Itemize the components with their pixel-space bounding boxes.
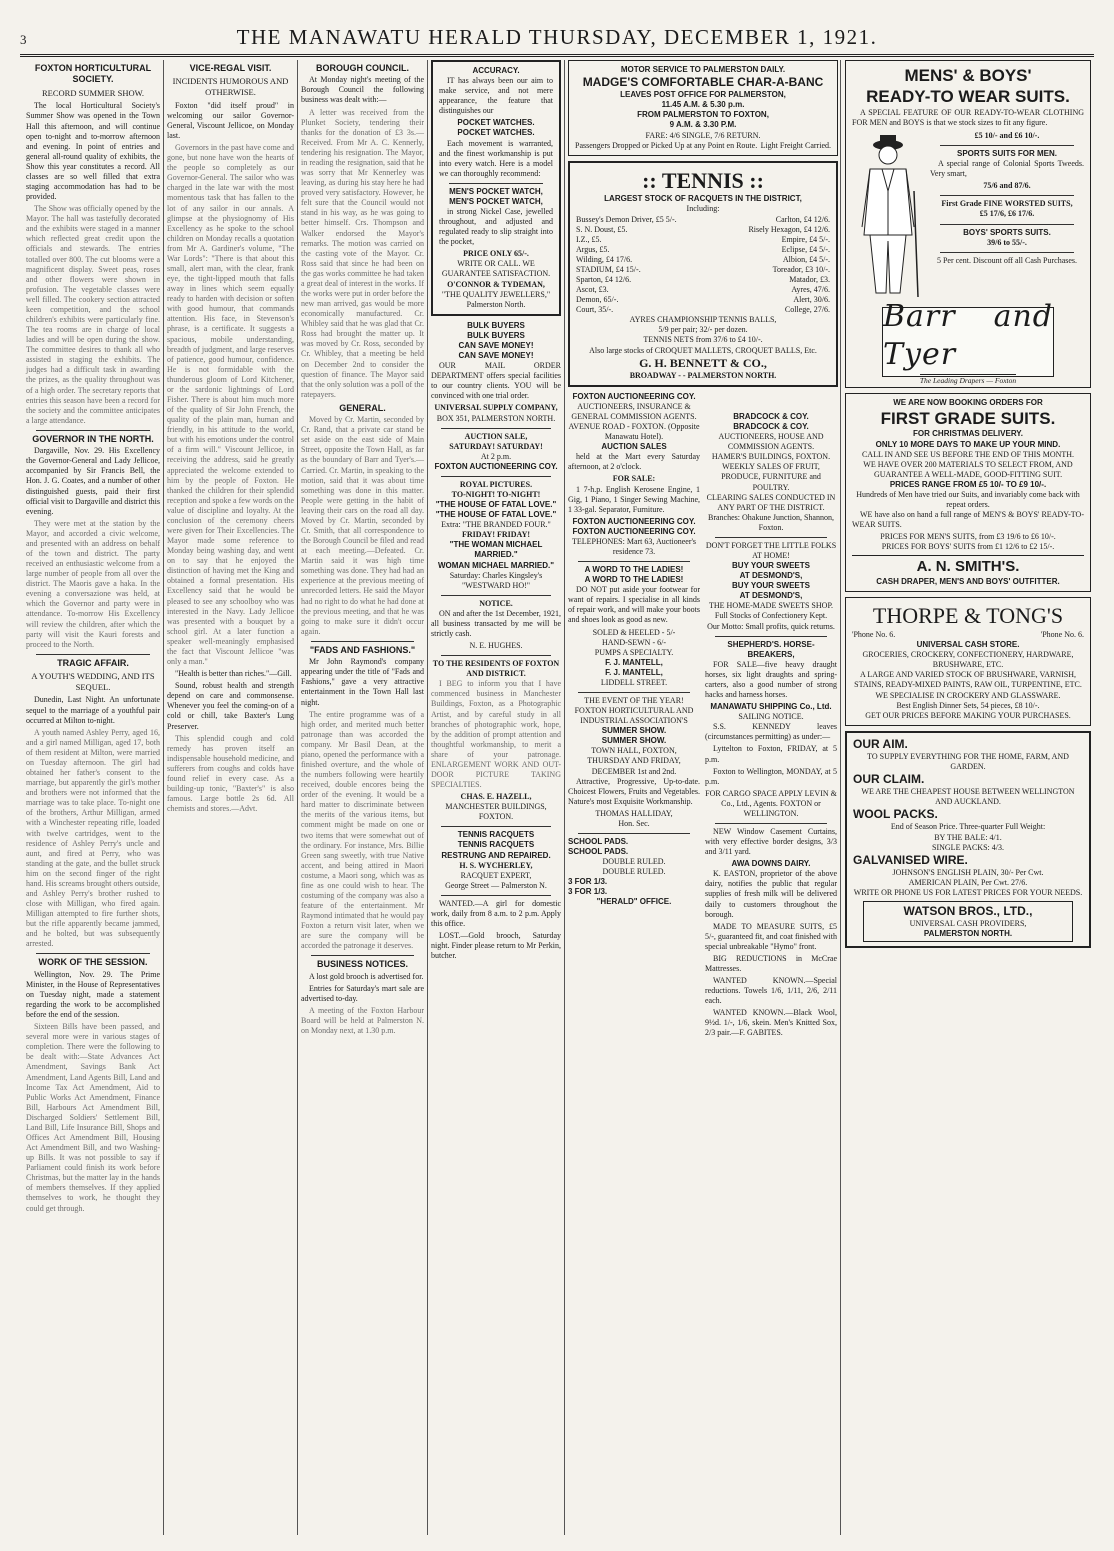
ad-heading: OUR AIM. xyxy=(853,736,908,751)
article-continuation: This splendid cough and cold remedy has proven itself an indispensable household medicine, and sufferers from coughs and colds have found relief in every case. As a building-up tonic, "Baxter's" is also famous. Large bottle 2s 6d. All chemists and stores.—Advt. xyxy=(167,733,294,814)
article-paragraph: Dargaville, Nov. 29. His Excellency the Governor-General and Lady Jellicoe, accompanied by Sir Francis Bell, the Hon. J. G. Coates, and a number of other distinguished guests, paid their first official visit to Dargaville and district this evening. xyxy=(26,446,160,516)
ad-column-6 xyxy=(705,412,837,1535)
racquet-row xyxy=(576,265,830,275)
ad-heading: RESTRUNG AND REPAIRED. xyxy=(441,850,551,860)
ad-text: Our Motto: Small profits, quick returns. xyxy=(707,621,835,631)
article-continuation: Sixteen Bills have been passed, and several more were in various stages of completion. There were the following to be dealt with:—State Advances Act Amendment, Savings Bank Act Amendment, Land Agents Bill, Land and Income Tax Act Amendment, Aid to Public Works Act Amendment, Finance Bill, Harbours Act Amendment Bill, Discharged Soldiers' Settlement Bill, Land Bill, Life Insurance Bill, Shops and Offices Act Amendment Bill, Housing Act Amendment Bill, and two Washing-up Bills. It was not possible to say if Parliament could finish its work before Christmas, but the matter lay in the hands of members themselves. If they applied themselves to work, he thought they could get through. xyxy=(26,1022,160,1213)
classified: NEW Window Casement Curtains, with very effective border designs, 3/3 and 3/11 yard. xyxy=(705,826,837,857)
advertiser: A. N. SMITH'S. xyxy=(852,555,1084,577)
ad-text: AYRES CHAMPIONSHIP TENNIS BALLS, xyxy=(629,315,777,325)
ad-text: DOUBLE RULED. xyxy=(602,867,666,877)
article-paragraph: Sound, robust health and strength depend on care and commonsense. Whenever you feel the coming-on of a cold or chill, take Baxter's Lung Preserver. xyxy=(167,681,294,731)
ad-text: PALMERSTON NORTH. xyxy=(923,929,1013,939)
ad-heading: THE EVENT OF THE YEAR! xyxy=(584,696,684,705)
ad-text: S.S. KENNEDY leaves (circumstances permitting) as under:— xyxy=(705,722,837,742)
ad-heading: FOXTON AUCTIONEERING COY. xyxy=(572,526,696,536)
tennis-ad xyxy=(568,161,838,387)
ad-text: PRICES FOR BOYS' SUITS from £1 12/6 to £2 15/-. xyxy=(881,542,1055,552)
ad-text: THURSDAY AND FRIDAY, DECEMBER 1st and 2nd. xyxy=(587,756,681,776)
ad-heading: ONLY 10 MORE DAYS TO MAKE UP YOUR MIND. xyxy=(875,439,1061,449)
ad-heading: WOOL PACKS. xyxy=(853,807,938,822)
ad-heading: SCHOOL PADS. xyxy=(568,837,629,847)
racquet-price: Carlton, £4 12/6. xyxy=(775,214,830,224)
ad-text: WE have also on hand a full range of MEN'S & BOYS' READY-TO-WEAR SUITS. xyxy=(852,510,1084,530)
racquet-list xyxy=(576,215,830,316)
film-title: "THE WOMAN MICHAEL MARRIED." xyxy=(449,540,543,560)
article-continuation: The entire programme was of a high order, and merited much better patronage than was accorded the company. Mr Basil Dean, at the piano, opened the performance with a finished overture, and the whole of the numbers following were heartily received, double encores being the order of the evening. It would be a hard matter to discriminate between the merits of the various items, but comment might be made on one or two items that were somewhat out of the ordinary. For instance, Mrs. Billie Green sang sweetly, with true Native accent, and being attired in Maori costume, a Maori song, which was as fine as one could wish to hear. The costuming of the company was also a feature of the entertainment. Mr Raymond intimated that he would pay Foxton a return visit later, when we are sure the company will be accorded the patronage it deserves. xyxy=(301,709,424,951)
ad-text: held at the Mart every Saturday afternoon, at 2 o'clock. xyxy=(568,452,700,472)
racquet-price: Risely Hexagon, £4 12/6. xyxy=(748,224,830,234)
thorpe-tong-ad xyxy=(845,597,1091,725)
ad-text: 5 Per cent. Discount off all Cash Purchases. xyxy=(936,255,1078,265)
ad-text: Palmerston North. xyxy=(466,299,526,309)
racquet-row xyxy=(576,275,830,285)
news-column-3 xyxy=(301,60,424,1535)
ad-heading: TO THE RESIDENTS OF FOXTON AND DISTRICT. xyxy=(432,659,560,679)
advertiser: O'CONNOR & TYDEMAN, xyxy=(447,279,545,289)
ad-text: FRIDAY! FRIDAY! xyxy=(461,530,531,540)
column-rule xyxy=(297,60,298,1535)
advertiser: H. S. WYCHERLEY, xyxy=(459,860,533,870)
ad-text: WEEKLY SALES OF FRUIT, PRODUCE, FURNITURE and POULTRY. xyxy=(721,462,821,492)
ad-text: TENNIS NETS from 37/6 to £4 10/-. xyxy=(643,335,763,345)
headline: FOXTON HORTICULTURAL SOCIETY. xyxy=(34,63,152,85)
advertiser: UNIVERSAL SUPPLY COMPANY, xyxy=(434,403,558,413)
ad-heading: CAN SAVE MONEY! xyxy=(458,351,534,361)
classified: WANTED KNOWN.—Special reductions. Towels 1/6, 1/11, 2/6, 2/11 each. xyxy=(705,976,837,1006)
article-paragraph: "Health is better than riches."—Gill. xyxy=(175,669,292,679)
ad-text: AUCTIONEERS, HOUSE AND COMMISSION AGENTS. xyxy=(718,432,824,452)
ad-heading: NOTICE. xyxy=(479,598,513,608)
racquet-row xyxy=(576,215,830,225)
ad-text: ON and after the 1st December, 1921, all business transacted by me will be strictly cash. xyxy=(431,608,561,638)
film-title: Extra: "THE BRANDED FOUR." xyxy=(441,520,551,530)
ad-text: PUMPS A SPECIALTY. xyxy=(594,647,674,657)
ad-text: HAND-SEWN - 6/- xyxy=(602,637,666,647)
news-column-2 xyxy=(167,60,294,1535)
ad-text: Hon. Sec. xyxy=(618,818,650,828)
headline: GENERAL. xyxy=(339,402,386,413)
ad-text: WRITE OR PHONE US FOR LATEST PRICES FOR YOUR NEEDS. xyxy=(853,887,1083,897)
ad-heading: WE ARE NOW BOOKING ORDERS FOR xyxy=(893,397,1043,407)
ad-heading: SPORTS SUITS FOR MEN. xyxy=(956,149,1057,159)
advertiser: THOMAS HALLIDAY, xyxy=(595,808,673,818)
barr-and-tyer-logo xyxy=(882,299,1054,386)
headline: WORK OF THE SESSION. xyxy=(38,957,148,968)
ad-heading: MEN'S POCKET WATCH, xyxy=(449,196,543,206)
advertiser: MANAWATU SHIPPING Co., Ltd. xyxy=(710,702,832,712)
film-title: "THE HOUSE OF FATAL LOVE." xyxy=(435,500,557,510)
ad-heading: SHEPHERD'S. HORSE-BREAKERS, xyxy=(727,639,815,659)
ad-text: K. EASTON, proprietor of the above dairy, notifies the public that regular supplies of fresh milk will be delivered daily to customers throughout the borough. xyxy=(705,869,837,919)
ad-heading: POCKET WATCHES. xyxy=(457,128,535,138)
ad-title: ACCURACY. xyxy=(472,66,520,75)
subheading: A YOUTH'S WEDDING, AND ITS SEQUEL. xyxy=(31,671,155,692)
ad-text: 3 FOR 1/3. xyxy=(568,877,608,887)
ad-text: TELEPHONES: Mart 63, Auctioneer's residence 73. xyxy=(571,536,697,556)
ad-heading: TENNIS RACQUETS xyxy=(457,830,535,840)
man-in-suit-illustration xyxy=(852,131,924,301)
ad-title: MOTOR SERVICE TO PALMERSTON DAILY. xyxy=(620,65,786,74)
racquet-row xyxy=(576,305,830,315)
ad-text: AUCTIONEERS, INSURANCE & GENERAL COMMISSION AGENTS. xyxy=(571,401,697,421)
racquet-row xyxy=(576,225,830,235)
subheading: INCIDENTS HUMOROUS AND OTHERWISE. xyxy=(172,76,289,98)
ad-text: DOUBLE RULED. xyxy=(602,857,666,867)
ad-heading: FOXTON AUCTIONEERING COY. xyxy=(572,516,696,526)
ad-heading: BOYS' SPORTS SUITS. xyxy=(963,227,1051,237)
price: £5 17/6, £6 17/6. xyxy=(979,209,1035,219)
racquet-price: Eclipse, £4 5/-. xyxy=(781,244,830,254)
ad-text: At 2 p.m. xyxy=(480,451,512,461)
ad-text: THE HOME-MADE SWEETS SHOP. xyxy=(709,601,833,611)
ad-heading: CAN SAVE MONEY! xyxy=(458,340,534,350)
racquet-price: Alert, 30/6. xyxy=(793,295,830,305)
ad-column-7 xyxy=(845,60,1091,1535)
advertiser: CHAS. E. HAZELL, xyxy=(460,792,532,802)
classified: MADE TO MEASURE SUITS, £5 5/-, guaranteed fit, and coat finished with special unbreakable "Hymo" front. xyxy=(705,921,837,951)
ad-text: FARE: 4/6 SINGLE, 7/6 RETURN. xyxy=(645,130,761,140)
racquet-price: Empire, £4 5/-. xyxy=(781,234,830,244)
ad-heading: AT DESMOND'S, xyxy=(739,591,803,601)
subheading: RECORD SUMMER SHOW. xyxy=(42,87,144,98)
ad-heading: A WORD TO THE LADIES! xyxy=(584,565,684,575)
ad-text: FOXTON HORTICULTURAL AND INDUSTRIAL ASSOCIATION'S xyxy=(574,706,694,726)
ad-text: 1 7-h.p. English Kerosene Engine, 1 Gig, 1 Piano, 1 Singer Sewing Machine, 1 33-gal. Separator, Furniture. xyxy=(568,484,700,514)
ad-text: SOLED & HEELED - 5/- xyxy=(592,627,676,637)
ad-heading: ROYAL PICTURES. xyxy=(459,479,533,489)
racquet-price: Argus, £5. xyxy=(576,244,610,254)
ad-heading: UNIVERSAL CASH STORE. xyxy=(916,640,1020,650)
ad-text: Also large stocks of CROQUET MALLETS, CROQUET BALLS, Etc. xyxy=(589,345,817,355)
column-rule xyxy=(427,60,428,1535)
ad-text: RACQUET EXPERT, xyxy=(460,870,532,880)
ad-text: MANCHESTER BUILDINGS, FOXTON. xyxy=(445,802,547,822)
classified: WANTED KNOWN.—Black Wool, 9½d. 1/-, 1/6, skein. Men's Knitted Sox, 2/3 pair.—F. GABITES. xyxy=(705,1008,837,1038)
ad-column-4 xyxy=(431,60,561,1535)
ad-title: FIRST GRADE SUITS. xyxy=(880,409,1056,429)
ad-text: in strong Nickel Case, jewelled throughout, and adjusted and regulated ready to slip straight into the pocket, xyxy=(439,207,553,247)
racquet-price: Toreador, £3 10/-. xyxy=(772,264,830,274)
ad-text: Light Freight Carried. xyxy=(760,140,831,150)
ad-heading: POCKET WATCHES. xyxy=(457,118,535,128)
advertiser: BRADCOCK & COY. xyxy=(733,422,809,432)
racquet-price: Ascot, £3. xyxy=(576,285,609,295)
ad-text: 5/9 per pair; 32/- per dozen. xyxy=(658,325,748,335)
ad-continuation: I BEG to inform you that I have commenced business in Manchester Buildings, Foxton, as a Photographic Artist, and by careful study in all branches of photographic work, hope, by the addition of prompt attention and thoughtful workmanship, to merit a share of your patronage. ENLARGEMENT WORK AND OUT-DOOR PICTURE TAKING SPECIALTIES. xyxy=(431,679,561,790)
ad-text: Attractive, Progressive, Up-to-date. Choicest Flowers, Fruits and Vegetables. Nature's most Exquisite Workmanship. xyxy=(568,776,700,806)
ad-text: TOWN HALL, FOXTON, xyxy=(591,746,677,756)
column-rule xyxy=(564,60,565,1535)
ad-heading: LARGEST STOCK OF RACQUETS IN THE DISTRICT, xyxy=(604,194,802,204)
article-continuation: A meeting of the Foxton Harbour Board will be held at Palmerston N. on Monday next, at 1.30 p.m. xyxy=(301,1006,424,1036)
article-paragraph: A lost gold brooch is advertised for. xyxy=(309,971,424,981)
ad-text: OUR MAIL ORDER DEPARTMENT offers special facilities to our country clients. YOU will be convinced with one trial order. xyxy=(431,361,561,401)
ad-text: WRITE OR CALL. WE GUARANTEE SATISFACTION. xyxy=(441,259,551,279)
ad-heading: OUR CLAIM. xyxy=(853,772,925,787)
ad-text: 9 A.M. & 3.30 P.M. xyxy=(669,120,737,130)
film-title: "THE HOUSE OF FATAL LOVE." xyxy=(435,510,557,520)
racquet-price: Albion, £4 5/-. xyxy=(782,254,830,264)
ad-text: Foxton to Wellington, MONDAY, at 5 p.m. xyxy=(705,766,837,786)
ad-text: 'Phone No. 6. xyxy=(1040,630,1084,640)
article-continuation: Governors in the past have come and gone, but none have won the hearts of the people so completely as our Governor-General. The sailor who was charged in the late war with the most momentous task that has fallen to the lot of any sailor in our annals. A glimpse at the physiognomy of His Excellency as he spoke to the school children on Monday recalls a quotation from Mr A. Gardiner's volume, "The War Lords": "There is that about this small, alert man, with the clear, frank eye, the tight-lipped mouth that falls away in lines which seem equally ready to harden with decision or soften with good humour, that commands attention. His face, in Stevenson's phrase, is a certificate. It suggests a spacious, mobile understanding, breadth of judgment, and large reserves of patience, good humour, confidence. He is not formidable with the thunderous gloom of Lord Kitchener, or the sardonic lightnings of Lord Fisher. There is about him much more of the quality of Sir John French, the quality of the plain man, human and friendly, in his attitude to the world, but with his emotions under the control of a firm will." Viscount Jellicoe, in receiving the address, said he greatly appreciated the welcome extended to him by the people of Foxton. He thanked the children for their splendid reception and spoke a few words on the value of discipline and loyalty. At the conclusion of the ceremony cheers were given for Their Excellencies. The Mayor made some reference to Monday being washing day, and went on to say that he enjoyed the distinction of having met the King and obtained a formal presentation. His Excellency said that he would be pleased to see any schoolboy who was interested in the Navy. Lady Jellicoe was presented with a bouquet by a school girl. At a later function a speaker well-meaningly emphasised the fact that Viscount Jellicoe "was only a man." xyxy=(167,143,294,667)
advertiser: "HERALD" OFFICE. xyxy=(596,897,672,907)
ad-heading: SCHOOL PADS. xyxy=(568,847,629,857)
suits-ad xyxy=(845,60,1091,388)
ad-text: SINGLE PACKS: 4/3. xyxy=(932,842,1004,852)
ad-heading: FOR CHRISTMAS DELIVERY. xyxy=(913,429,1023,439)
ad-text: AVENUE ROAD - FOXTON. (Opposite Manawatu Hotel). xyxy=(568,422,700,442)
racquet-row xyxy=(576,245,830,255)
ad-text: UNIVERSAL CASH PROVIDERS, xyxy=(909,919,1027,929)
price: 39/6 to 55/-. xyxy=(987,237,1027,247)
ad-text: WE ARE THE CHEAPEST HOUSE BETWEEN WELLINGTON AND AUCKLAND. xyxy=(861,787,1075,807)
ad-heading: AWA DOWNS DAIRY. xyxy=(731,859,811,869)
watson-bros-ad xyxy=(845,731,1091,948)
ad-text: Lyttelton to Foxton, FRIDAY, at 5 p.m. xyxy=(705,744,837,764)
char-a-banc-ad xyxy=(568,60,838,156)
article-paragraph: Mr John Raymond's company appearing under the title of "Fads and Fashions," gave a very attractive entertainment in the Town Hall last night. xyxy=(301,657,424,707)
article-paragraph: At Monday night's meeting of the Borough Council the following business was dealt with:— xyxy=(301,75,424,105)
advertiser: FOXTON AUCTIONEERING COY. xyxy=(434,461,558,471)
ad-heading: MEN'S POCKET WATCH, xyxy=(449,186,543,196)
ad-text: DON'T FORGET THE LITTLE FOLKS AT HOME! xyxy=(705,540,837,561)
page-number: 3 xyxy=(20,32,27,47)
article-continuation: They were met at the station by the Mayor, and accorded a civic welcome, and presented with an address on behalf of the town and district. The party received an enthusiastic welcome from a large number of people from all over the district. The Maoris gave a haka. In the evening a conversazione was held, at which the Governor and party were in attendance. To-morrow His Excellency will review the children, after which the party will visit the Kauri forests and proceed to the North. xyxy=(26,518,160,649)
ad-text: Hundreds of Men have tried our Suits, and invariably come back with repeat orders. xyxy=(856,489,1080,509)
ad-heading: BULK BUYERS xyxy=(467,330,525,340)
racquet-price: Bussey's Demon Driver, £5 5/-. xyxy=(576,214,677,224)
ad-text: LIDDELL STREET. xyxy=(600,677,668,687)
ad-text: Passengers Dropped or Picked Up at any Point en Route. xyxy=(575,140,758,150)
ad-text: LEAVES POST OFFICE FOR PALMERSTON, xyxy=(620,90,786,100)
film-title: WOMAN MICHAEL MARRIED." xyxy=(437,560,555,570)
racquet-price: Sparton, £4 12/6. xyxy=(576,275,632,284)
ad-text: N. E. HUGHES. xyxy=(469,641,523,651)
racquet-price: Wilding, £4 17/6. xyxy=(576,254,633,264)
column-rule xyxy=(163,60,164,1535)
racquet-row xyxy=(576,235,830,245)
ad-text: George Street — Palmerston N. xyxy=(445,880,547,890)
racquet-price: STADIUM, £4 15/-. xyxy=(576,264,641,274)
headline: BOROUGH COUNCIL. xyxy=(316,63,409,73)
classified: BIG REDUCTIONS in McCrae Mattresses. xyxy=(705,953,837,973)
ad-text: HAMER'S BUILDINGS, FOXTON. xyxy=(711,452,831,462)
ad-text: Full Stocks of Confectionery Kept. xyxy=(714,611,828,621)
ad-text: SAILING NOTICE. xyxy=(738,712,804,722)
ad-heading: AUCTION SALES xyxy=(601,442,667,452)
ad-text: TO SUPPLY EVERYTHING FOR THE HOME, FARM, AND GARDEN. xyxy=(867,751,1069,771)
advertiser: BRADCOCK & COY. xyxy=(733,412,809,421)
ad-heading: GALVANISED WIRE. xyxy=(853,852,968,867)
article-continuation: A youth named Ashley Perry, aged 16, and a girl named Milligan, aged 17, both of them resident at Milton, were married on Tuesday afternoon. The girl had obtained her father's consent to the marriage, but apparently the girl's mother and brothers were not informed that the marriage was to take place. To-night one of the brothers, Arthur Milligan, armed with a Winchester repeating rifle, loaded with twelve cartridges, went to the residence of Ashley Perry's uncle and aunt, and fired at Perry, who was standing at the gate, and the bullet struck him on the second finger of the right hand. His screams brought others outside, and Ashley Perry's brother rushed to close with Milligan, who fired again. Milligan attempted to fire further shots, but the rifle apparently became jammed, and he bolted, but was subsequently arrested. xyxy=(26,727,160,949)
headline: TRAGIC AFFAIR. xyxy=(57,657,129,668)
headline: BUSINESS NOTICES. xyxy=(316,959,408,970)
column-rule xyxy=(840,60,841,1535)
advertiser: F. J. MANTELL, xyxy=(605,667,663,677)
ad-text: AMERICAN PLAIN, Per Cwt. 27/6. xyxy=(908,877,1028,887)
ad-heading: FOXTON AUCTIONEERING COY. xyxy=(572,391,696,401)
ad-text: A LARGE AND VARIED STOCK OF BRUSHWARE, VARNISH, STAINS, READY-MIXED PAINTS, RAW OIL, TURPENTINE, ETC. xyxy=(854,670,1082,690)
advertiser: F. J. MANTELL, xyxy=(605,657,663,667)
ad-text: BOX 351, PALMERSTON NORTH. xyxy=(436,413,556,423)
racquet-price: Demon, 65/-. xyxy=(576,295,619,305)
ad-text: CLEARING SALES CONDUCTED IN ANY PART OF THE DISTRICT. xyxy=(706,492,836,512)
ad-text: CALL IN AND SEE US BEFORE THE END OF THIS MONTH. xyxy=(861,449,1075,459)
racquet-price: S. N. Doust, £5. xyxy=(576,224,628,234)
headline: "FADS AND FASHIONS." xyxy=(309,644,416,655)
price: £5 10/- and £6 10/-. xyxy=(974,130,1040,140)
ad-heading: TENNIS RACQUETS xyxy=(457,840,535,850)
ad-text: GET OUR PRICES BEFORE MAKING YOUR PURCHASES. xyxy=(865,710,1071,720)
ad-text: Branches: Ohakune Junction, Shannon, Foxton. xyxy=(708,512,834,532)
ad-text: GROCERIES, CROCKERY, CONFECTIONERY, HARDWARE, BRUSHWARE, ETC. xyxy=(862,650,1074,670)
ad-heading: A WORD TO THE LADIES! xyxy=(584,575,684,585)
price: PRICES RANGE FROM £5 10/- TO £9 10/-. xyxy=(889,479,1047,489)
racquet-row xyxy=(576,285,830,295)
ad-title: MENS' & BOYS' xyxy=(904,66,1032,85)
racquet-price: I.Z., £5. xyxy=(576,234,602,244)
ad-text: A SPECIAL FEATURE OF OUR READY-TO-WEAR CLOTHING FOR MEN and BOYS is that we stock sizes to fit any figure. xyxy=(852,107,1084,127)
racquet-row xyxy=(576,255,830,265)
ad-text: 11.45 A.M. & 5.30 p.m. xyxy=(661,100,745,110)
ad-heading: MADGE'S COMFORTABLE CHAR-A-BANC xyxy=(582,75,824,90)
ad-text: PRICES FOR MEN'S SUITS, from £3 19/6 to £6 10/-. xyxy=(880,532,1056,542)
ad-text: BY THE BALE: 4/1. xyxy=(934,832,1002,842)
ad-heading: SUMMER SHOW. xyxy=(601,736,667,746)
ad-title: READY-TO WEAR SUITS. xyxy=(866,87,1070,107)
article-paragraph: Wellington, Nov. 29. The Prime Minister, in the House of Representatives on Tuesday night, made a statement regarding the work to be accomplished before the end of the session. xyxy=(26,969,160,1020)
racquet-price: Court, 35/-. xyxy=(576,305,614,315)
ad-heading: BULK BUYERS xyxy=(467,320,525,330)
masthead xyxy=(20,14,1094,57)
racquet-price: College, 27/6. xyxy=(784,305,830,315)
film-title: Saturday: Charles Kingsley's "WESTWARD HO!" xyxy=(449,570,543,590)
ad-text: WE HAVE OVER 200 MATERIALS TO SELECT FROM, AND GUARANTEE A WELL-MADE, GOOD-FITTING SUIT. xyxy=(863,459,1073,479)
smith-suits-ad xyxy=(845,393,1091,592)
article-paragraph: Entries for Saturday's mart sale are advertised to-day. xyxy=(301,983,424,1003)
article-continuation: A letter was received from the Plunket Society, tendering their thanks for the donation of £3 3s.—Received. From Mr A. C. Kennerly, tendering his resignation. The Mayor, in reading the resignation, said that he was sorry that Mr Kennerley was leaving, as during his stay here he had proved very satisfactory. However, he felt sure that the Council would not stand in his way, as he was going to better himself. Crs. Thompson and Walker endorsed the Mayor's remarks. The motion was carried on the casting vote of the Mayor. Cr. Ross said that since he had been on the gas works committee he had taken a great deal of interest in the works. If the works were put in order before the new man arrived, gas would be more economically manufactured. Cr. Whibley said that he was glad that Cr. Ross had brought the matter up. It was moved by Cr. Ross, seconded by Cr. Whibley, that a meeting be held on December 2nd to consider the question of finance. The Mayor said that the only solution was a poll of the ratepayers. xyxy=(301,107,424,399)
ad-heading: AT DESMOND'S, xyxy=(739,571,803,581)
ad-text: Including: xyxy=(686,204,720,214)
racquet-price: Matador, £3. xyxy=(789,275,830,284)
ad-heading: First Grade FINE WORSTED SUITS, xyxy=(941,199,1073,209)
ad-text: IT has always been our aim to make service, and not mere appearance, the feature that distinguishes our xyxy=(439,76,553,116)
jeweller-ad xyxy=(431,60,561,316)
article-paragraph: Dunedin, Last Night. An unfortunate sequel to the marriage of a youthful pair occurred at Milton to-night. xyxy=(26,695,160,725)
ad-heading: BUY YOUR SWEETS xyxy=(732,581,810,591)
ad-text: FROM PALMERSTON TO FOXTON, xyxy=(637,110,769,120)
classified: WANTED.—A girl for domestic work, daily from 8 a.m. to 2 p.m. Apply this office. xyxy=(431,898,561,929)
logo-band: The Leading Drapers — Foxton xyxy=(919,376,1017,386)
ad-text: TO-NIGHT! TO-NIGHT! xyxy=(451,489,541,499)
article-paragraph: The local Horticultural Society's Summer Show was opened in the Town Hall this afternoon, and will continue open to-night and to-morrow afternoon and evening. In point of entries and general all-round quality of exhibits, the Show this year constitutes a record. All classes are so well filled that extra staging accommodation has had to be provided. xyxy=(26,101,160,202)
ad-text: FOR SALE—five heavy draught horses, six light draughts and spring-carters, also a good number of strong hacks and harness horses. xyxy=(705,659,837,700)
headline: VICE-REGAL VISIT. xyxy=(189,63,272,73)
ad-text: WE SPECIALISE IN CROCKERY AND GLASSWARE. xyxy=(875,690,1061,700)
ad-title: :: TENNIS :: xyxy=(642,167,764,193)
newspaper-title: THE MANAWATU HERALD THURSDAY, DECEMBER 1, 1921. xyxy=(236,25,878,49)
ad-text: BROADWAY - - PALMERSTON NORTH. xyxy=(629,370,777,380)
ad-text: "THE QUALITY JEWELLERS," xyxy=(441,289,551,299)
logo-script: Barr and Tyer xyxy=(883,299,1053,373)
ad-text: DO NOT put aside your footwear for want of repairs. I specialise in all kinds of repair work, and will make your boots and shoes look as good as new. xyxy=(568,585,700,625)
ad-text: 3 FOR 1/3. xyxy=(568,887,608,897)
ad-text: FOR CARGO SPACE APPLY LEVIN & Co., Ltd., Agents. FOXTON or WELLINGTON. xyxy=(705,788,837,818)
advertiser: WATSON BROS., LTD., xyxy=(903,904,1033,918)
article-paragraph: Foxton "did itself proud" in welcoming our sailor Governor-General, Viscount Jellicoe, on Monday last. xyxy=(167,100,294,140)
advertiser: THORPE & TONG'S xyxy=(872,603,1064,629)
ad-text: A special range of Colonial Sports Tweeds. Very smart, xyxy=(930,159,1084,179)
article-continuation: The Show was officially opened by the Mayor. The hall was tastefully decorated and the exhibits were staged in a manner which reflected great credit upon the officials and stewards. The entries totalled over 800. The cut blooms were a magnificent display. Sweet peas, roses and other flowers were shown in profusion. The vegetable classes were well filled. The cookery section attracted keen competition, and the school children's exhibits were particularly fine. The tea rooms are in charge of local ladies and will be open during the show. The committee desires to thank all who assisted in staging the exhibits. The judges had a difficult task in awarding the prizes, as the quality throughout was of a high order. The secretary reports that entries this season have been a record for the society and the committee anticipates a large attendance. xyxy=(26,204,160,425)
ad-text: End of Season Price. Three-quarter Full Weight: xyxy=(890,822,1046,832)
ad-text: 'Phone No. 6. xyxy=(852,630,896,640)
racquet-row xyxy=(576,295,830,305)
advertiser: G. H. BENNETT & CO., xyxy=(639,355,767,370)
classified: LOST.—Gold brooch, Saturday night. Finder please return to Mr Perkin, butcher. xyxy=(431,931,561,961)
ad-text: Each movement is warranted, and the finest workmanship is put into every watch. Here is a model we can thoroughly recommend: xyxy=(439,138,553,178)
news-column-1 xyxy=(26,60,160,1535)
price: PRICE ONLY 65/-. xyxy=(463,249,529,259)
ad-text: CASH DRAPER, MEN'S AND BOYS' OUTFITTER. xyxy=(876,577,1060,587)
ad-text: Best English Dinner Sets, 54 pieces, £8 10/-. xyxy=(896,700,1040,710)
racquet-price: Ayres, 47/6. xyxy=(791,285,830,295)
ad-heading: FOR SALE: xyxy=(612,474,656,484)
ad-heading: AUCTION SALE, xyxy=(464,431,528,441)
price: 75/6 and 87/6. xyxy=(983,181,1031,191)
ad-heading: BUY YOUR SWEETS xyxy=(732,561,810,571)
ad-heading: SUMMER SHOW. xyxy=(601,726,667,736)
article-continuation: Moved by Cr. Martin, seconded by Cr. Rand, that a private car stand be set aside on the east side of Main Street, opposite the Town Hall, as far as the boundary of Barr and Tyer's.—Carried. Cr. Martin, in speaking to the motion, said that it was about time something was done in this matter. People were getting in the habit of leaving their cars on the road all day. Moved by Cr. Martin, seconded by Cr. Smith, that all correspondence to the Borough Council be filed and read at each meeting.—Defeated. Cr. Martin said it was high time something was done. They had had an experience at the previous meeting of unrecorded letters. He said the Mayor had no right to do what he had done at the previous meeting, and that he was going to make sure it didn't occur again. xyxy=(301,415,424,636)
ad-text: JOHNSON'S ENGLISH PLAIN, 30/- Per Cwt. xyxy=(892,867,1044,877)
ad-text: SATURDAY! SATURDAY! xyxy=(449,441,543,451)
headline: GOVERNOR IN THE NORTH. xyxy=(32,433,154,444)
